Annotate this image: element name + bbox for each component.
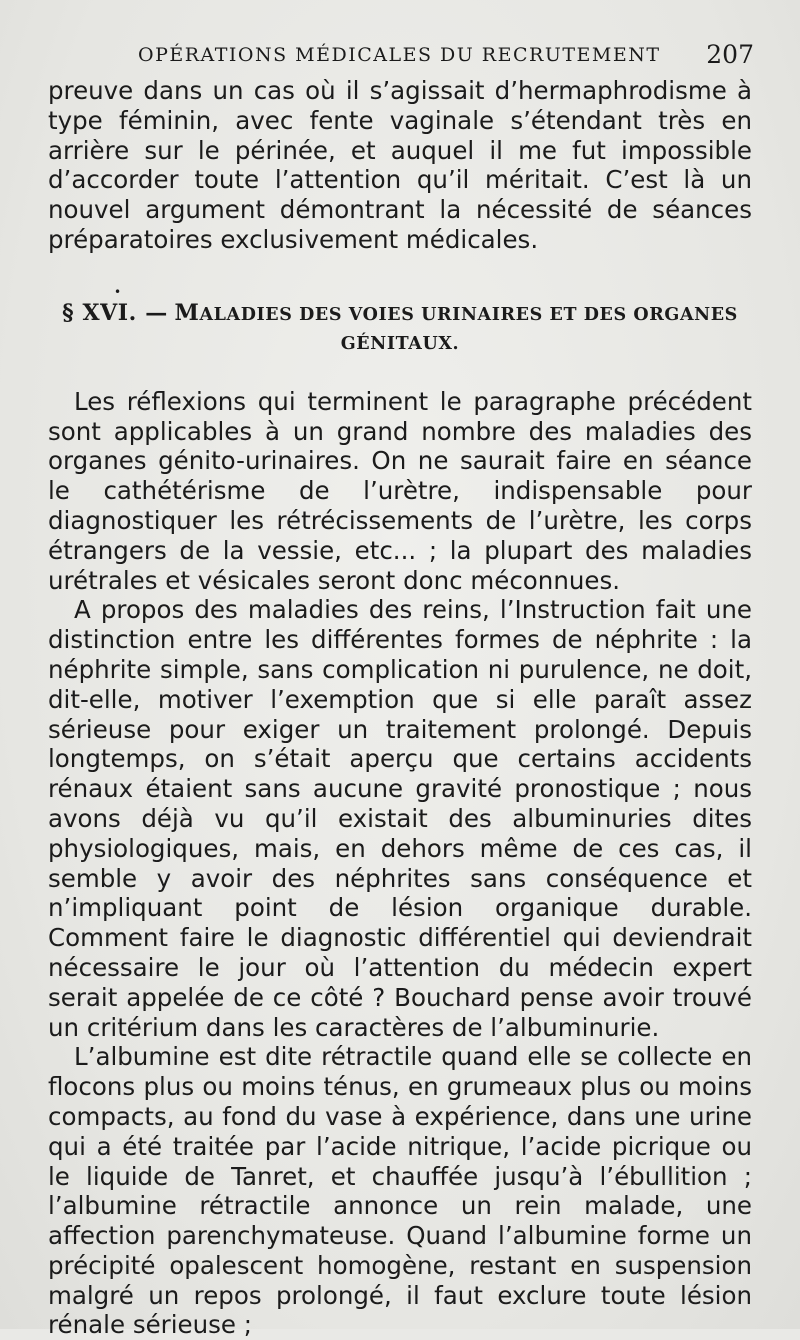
section-title-initial: M [174, 299, 200, 326]
paragraph: Les réflexions qui terminent le paragraphe précédent sont applicables à un grand nombre des maladies des organes génito-urinaires. On ne saurait faire en séance le cathétérisme de l’urètre, indispensable pour diagnostiquer les rétrécissements de l’urètre, les corps étrangers de la vessie, etc... ; la plupart des maladies urétrales et vésicales seront donc méconnues. [48, 386, 752, 595]
ornament-dot: • [114, 284, 122, 299]
running-header [138, 40, 754, 76]
running-title: OPÉRATIONS MÉDICALES DU RECRUTEMENT [138, 44, 661, 66]
paragraph: L’albumine est dite rétractile quand elle se collecte en flocons plus ou moins ténus, en grumeaux plus ou moins compacts, au fond du vase à expérience, dans une urine qui a été traitée par l’acide nitrique, l’acide picrique ou le liquide de Tanret, et chauffée jusqu’à l’ébullition ; l’albumine rétractile annonce un rein malade, une affection parenchymateuse. Quand l’albumine forme un précipité opalescent homogène, restant en suspension malgré un repos prolongé, il faut exclure toute lésion rénale sérieuse ; [48, 1042, 752, 1340]
section-title: ALADIES DES VOIES URINAIRES ET DES ORGANES GÉNITAUX. [199, 304, 738, 354]
page-number: 207 [706, 40, 754, 69]
section-heading [48, 299, 752, 359]
body-text [48, 76, 752, 1340]
paragraph-continuation: preuve dans un cas où il s’agissait d’hermaphrodisme à type féminin, avec fente vaginale s’étendant très en arrière sur le périnée, et auquel il me fut impossible d’accorder toute l’attention qu’il méritait. C’est là un nouvel argument démontrant la nécessité de séances préparatoires exclusivement médicales. [48, 76, 752, 254]
section-label: § XVI. — [62, 299, 168, 326]
paragraph: A propos des maladies des reins, l’Instruction fait une distinction entre les différentes formes de néphrite : la néphrite simple, sans complication ni purulence, ne doit, dit-elle, motiver l’exemption que si elle paraît assez sérieuse pour exiger un traitement prolongé. Depuis longtemps, on s’était aperçu que certains accidents rénaux étaient sans aucune gravité pronostique ; nous avons déjà vu qu’il existait des albuminuries dites physiologiques, mais, en dehors même de ces cas, il semble y avoir des néphrites sans conséquence et n’impliquant point de lésion organique durable. Comment faire le diagnostic différentiel qui deviendrait nécessaire le jour où l’attention du médecin expert serait appelée de ce côté ? Bouchard pense avoir trouvé un critérium dans les caractères de l’albuminurie. [48, 595, 752, 1042]
